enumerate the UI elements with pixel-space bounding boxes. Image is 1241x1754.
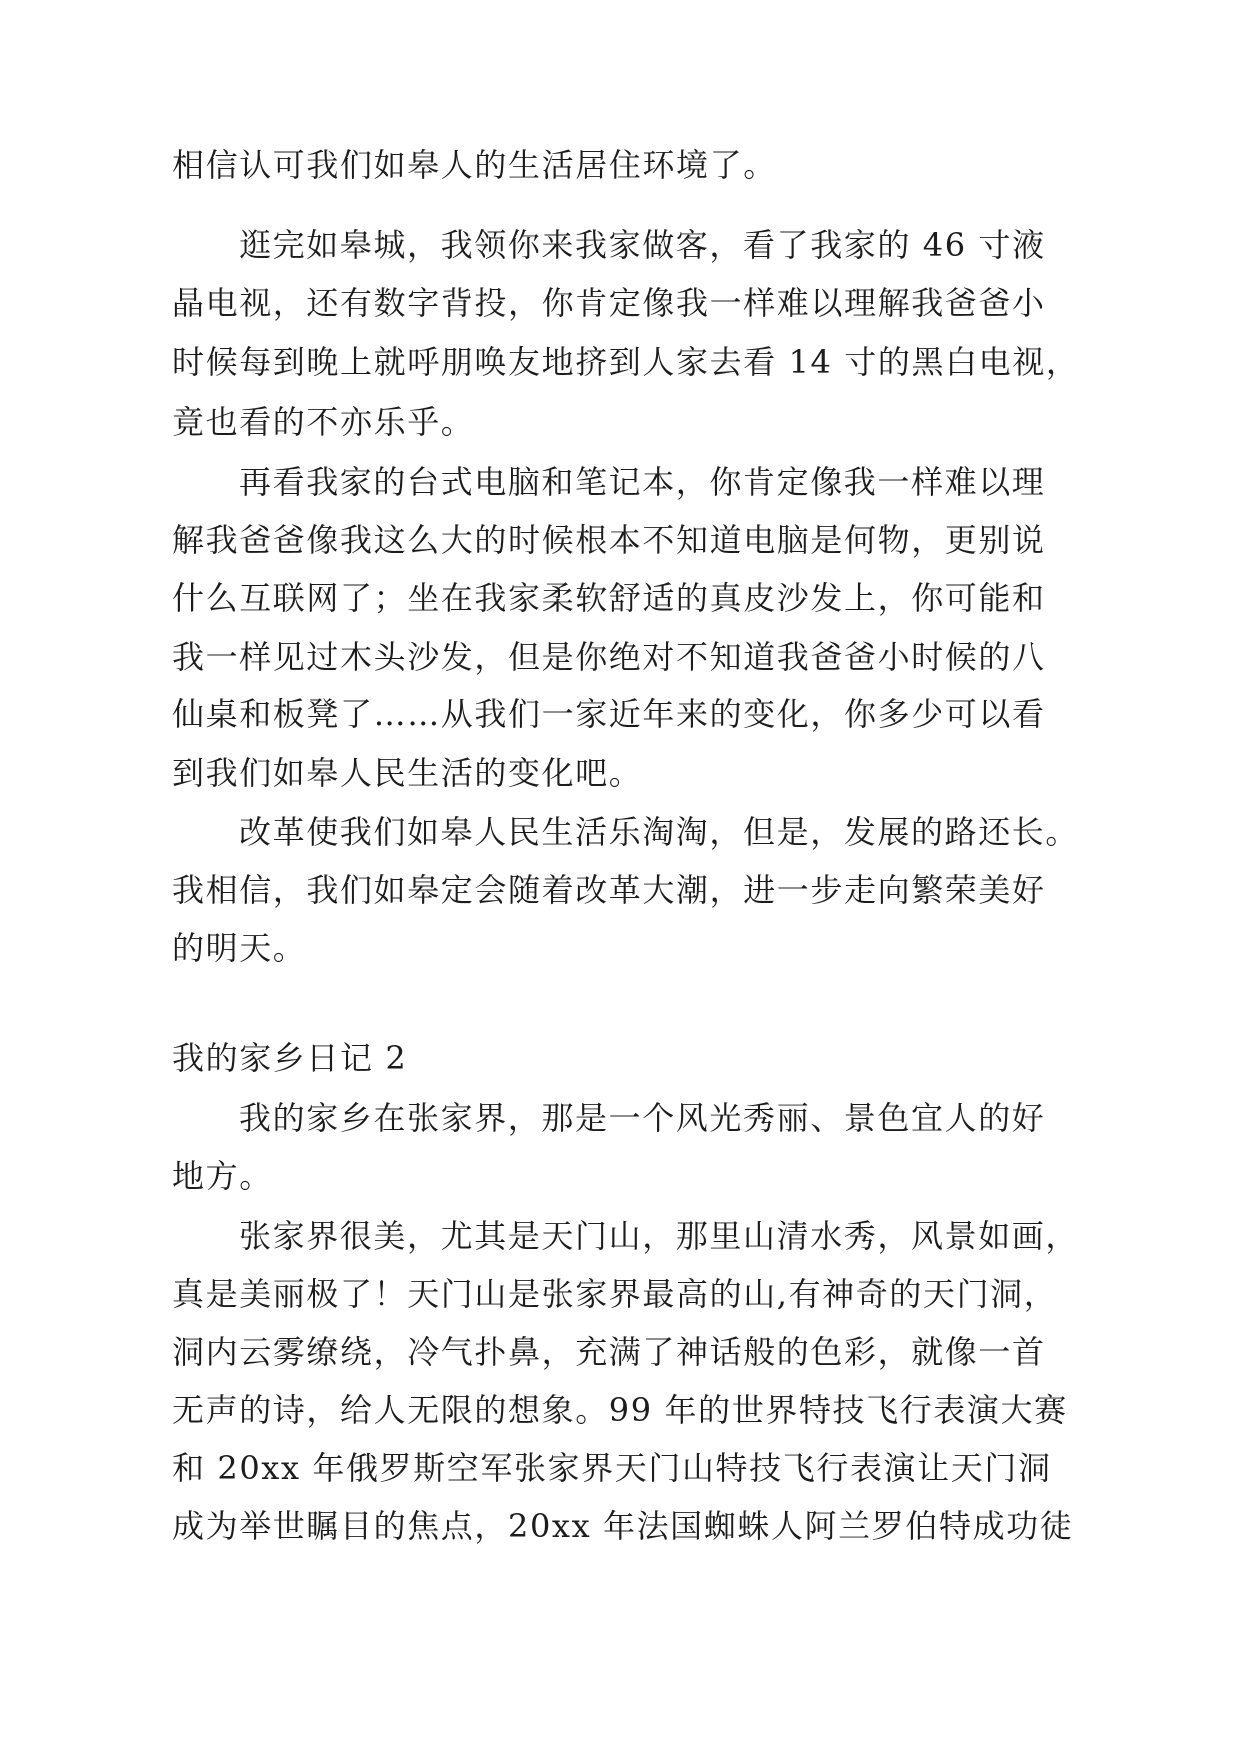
paragraph-line: 洞内云雾缭绕，冷气扑鼻，充满了神话般的色彩，就像一首	[172, 1333, 1046, 1371]
paragraph-line: 张家界很美，尤其是天门山，那里山清水秀，风景如画，	[239, 1217, 1080, 1255]
paragraph-line: 的明天。	[172, 929, 307, 967]
paragraph-line: 仙桌和板凳了……从我们一家近年来的变化，你多少可以看	[172, 695, 1046, 733]
paragraph-line: 到我们如皋人民生活的变化吧。	[172, 754, 643, 792]
paragraph-line: 我一样见过木头沙发，但是你绝对不知道我爸爸小时候的八	[172, 638, 1046, 676]
paragraph-line: 再看我家的台式电脑和笔记本，你肯定像我一样难以理	[239, 463, 1046, 501]
paragraph-line: 我的家乡在张家界，那是一个风光秀丽、景色宜人的好	[239, 1099, 1046, 1137]
paragraph-line: 改革使我们如皋人民生活乐淘淘，但是，发展的路还长。	[239, 813, 1080, 851]
paragraph-line: 什么互联网了；坐在我家柔软舒适的真皮沙发上，你可能和	[172, 579, 1046, 617]
paragraph-line: 逛完如皋城，我领你来我家做客，看了我家的 46 寸液	[239, 226, 1046, 264]
paragraph-line: 解我爸爸像我这么大的时候根本不知道电脑是何物，更别说	[172, 521, 1046, 559]
paragraph-line: 成为举世瞩目的焦点，20xx 年法国蜘蛛人阿兰罗伯特成功徒	[172, 1507, 1074, 1545]
paragraph-line: 相信认可我们如皋人的生活居住环境了。	[172, 146, 777, 184]
paragraph-line: 无声的诗，给人无限的想象。99 年的世界特技飞行表演大赛	[172, 1391, 1068, 1429]
paragraph-line: 竟也看的不亦乐乎。	[172, 403, 475, 441]
paragraph-line: 我相信，我们如皋定会随着改革大潮，进一步走向繁荣美好	[172, 871, 1046, 909]
paragraph-line: 真是美丽极了！天门山是张家界最高的山,有神奇的天门洞，	[172, 1275, 1058, 1313]
section-heading: 我的家乡日记 2	[172, 1039, 408, 1077]
paragraph-line: 时候每到晚上就呼朋唤友地挤到人家去看 14 寸的黑白电视，	[172, 343, 1080, 381]
paragraph-line: 晶电视，还有数字背投，你肯定像我一样难以理解我爸爸小	[172, 284, 1046, 322]
paragraph-line: 和 20xx 年俄罗斯空军张家界天门山特技飞行表演让天门洞	[172, 1449, 1052, 1487]
paragraph-line: 地方。	[172, 1157, 273, 1195]
